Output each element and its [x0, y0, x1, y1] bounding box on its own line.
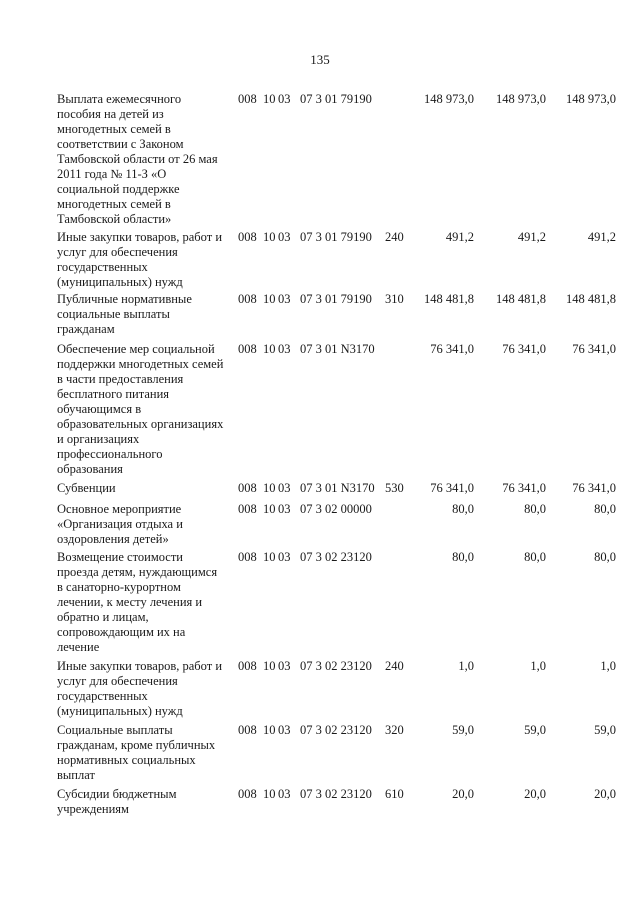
subsection-code: 03 — [278, 502, 291, 516]
amount-year-2: 59,0 — [524, 723, 546, 737]
target-article-code: 07 3 02 23120 — [300, 550, 372, 564]
subsection-code: 03 — [278, 481, 291, 495]
amount-year-2: 80,0 — [524, 502, 546, 516]
section-code: 10 — [263, 723, 276, 737]
amount-year-1: 80,0 — [452, 502, 474, 516]
amount-year-3: 76 341,0 — [572, 342, 616, 356]
amount-year-1: 1,0 — [458, 659, 474, 673]
target-article-code: 07 3 01 79190 — [300, 230, 372, 244]
row-description: Иные закупки товаров, работ и услуг для обеспечения государственных (муниципальных) нужд — [57, 659, 223, 718]
row-description: Основное мероприятие «Организация отдыха и оздоровления детей» — [57, 502, 183, 546]
amount-year-2: 80,0 — [524, 550, 546, 564]
target-article-code: 07 3 02 23120 — [300, 723, 372, 737]
target-article-code: 07 3 01 79190 — [300, 92, 372, 106]
admin-code: 008 — [238, 481, 257, 495]
admin-code: 008 — [238, 550, 257, 564]
amount-year-1: 148 973,0 — [424, 92, 474, 106]
amount-year-3: 59,0 — [594, 723, 616, 737]
target-article-code: 07 3 02 23120 — [300, 787, 372, 801]
expense-type-code: 320 — [385, 723, 404, 737]
row-description: Субвенции — [57, 481, 116, 495]
admin-code: 008 — [238, 292, 257, 306]
target-article-code: 07 3 01 N3170 — [300, 342, 375, 356]
expense-type-code: 310 — [385, 292, 404, 306]
subsection-code: 03 — [278, 659, 291, 673]
subsection-code: 03 — [278, 550, 291, 564]
amount-year-2: 20,0 — [524, 787, 546, 801]
amount-year-1: 20,0 — [452, 787, 474, 801]
section-code: 10 — [263, 481, 276, 495]
amount-year-2: 76 341,0 — [502, 342, 546, 356]
amount-year-2: 1,0 — [530, 659, 546, 673]
subsection-code: 03 — [278, 292, 291, 306]
section-code: 10 — [263, 292, 276, 306]
row-description: Выплата ежемесячного пособия на детей из многодетных семей в соответствии с Законом Тамбовской области от 26 мая 2011 года № 11-З «О социальной поддержке многодетных семей в Тамбовской области» — [57, 92, 218, 226]
subsection-code: 03 — [278, 787, 291, 801]
amount-year-1: 148 481,8 — [424, 292, 474, 306]
subsection-code: 03 — [278, 230, 291, 244]
admin-code: 008 — [238, 787, 257, 801]
target-article-code: 07 3 02 23120 — [300, 659, 372, 673]
admin-code: 008 — [238, 92, 257, 106]
row-description: Социальные выплаты гражданам, кроме публичных нормативных социальных выплат — [57, 723, 216, 782]
amount-year-1: 76 341,0 — [430, 342, 474, 356]
section-code: 10 — [263, 342, 276, 356]
page-number: 135 — [310, 52, 330, 67]
amount-year-1: 491,2 — [445, 230, 474, 244]
row-description: Возмещение стоимости проезда детям, нуждающимся в санаторно-курортном лечении, к месту лечения и обратно и лицам, сопровождающим их на лечение — [57, 550, 218, 654]
section-code: 10 — [263, 787, 276, 801]
row-description: Публичные нормативные социальные выплаты гражданам — [57, 292, 192, 336]
section-code: 10 — [263, 502, 276, 516]
admin-code: 008 — [238, 502, 257, 516]
amount-year-3: 80,0 — [594, 550, 616, 564]
amount-year-3: 491,2 — [587, 230, 616, 244]
expense-type-code: 530 — [385, 481, 404, 495]
admin-code: 008 — [238, 659, 257, 673]
amount-year-2: 148 481,8 — [496, 292, 546, 306]
row-description: Обеспечение мер социальной поддержки многодетных семей в части предоставления бесплатного питания обучающимся в образовательных организациях и организациях профессионального образования — [57, 342, 224, 476]
target-article-code: 07 3 01 N3170 — [300, 481, 375, 495]
expense-type-code: 610 — [385, 787, 404, 801]
amount-year-1: 76 341,0 — [430, 481, 474, 495]
subsection-code: 03 — [278, 342, 291, 356]
expense-type-code: 240 — [385, 659, 404, 673]
amount-year-1: 80,0 — [452, 550, 474, 564]
target-article-code: 07 3 02 00000 — [300, 502, 372, 516]
amount-year-2: 148 973,0 — [496, 92, 546, 106]
section-code: 10 — [263, 230, 276, 244]
section-code: 10 — [263, 550, 276, 564]
amount-year-2: 491,2 — [517, 230, 546, 244]
amount-year-3: 20,0 — [594, 787, 616, 801]
amount-year-3: 80,0 — [594, 502, 616, 516]
row-description: Субсидии бюджетным учреждениям — [57, 787, 177, 816]
amount-year-3: 76 341,0 — [572, 481, 616, 495]
expense-type-code: 240 — [385, 230, 404, 244]
admin-code: 008 — [238, 342, 257, 356]
row-description: Иные закупки товаров, работ и услуг для обеспечения государственных (муниципальных) нужд — [57, 230, 223, 289]
amount-year-3: 1,0 — [600, 659, 616, 673]
amount-year-3: 148 481,8 — [566, 292, 616, 306]
target-article-code: 07 3 01 79190 — [300, 292, 372, 306]
admin-code: 008 — [238, 723, 257, 737]
section-code: 10 — [263, 659, 276, 673]
amount-year-1: 59,0 — [452, 723, 474, 737]
subsection-code: 03 — [278, 723, 291, 737]
amount-year-3: 148 973,0 — [566, 92, 616, 106]
section-code: 10 — [263, 92, 276, 106]
subsection-code: 03 — [278, 92, 291, 106]
admin-code: 008 — [238, 230, 257, 244]
amount-year-2: 76 341,0 — [502, 481, 546, 495]
